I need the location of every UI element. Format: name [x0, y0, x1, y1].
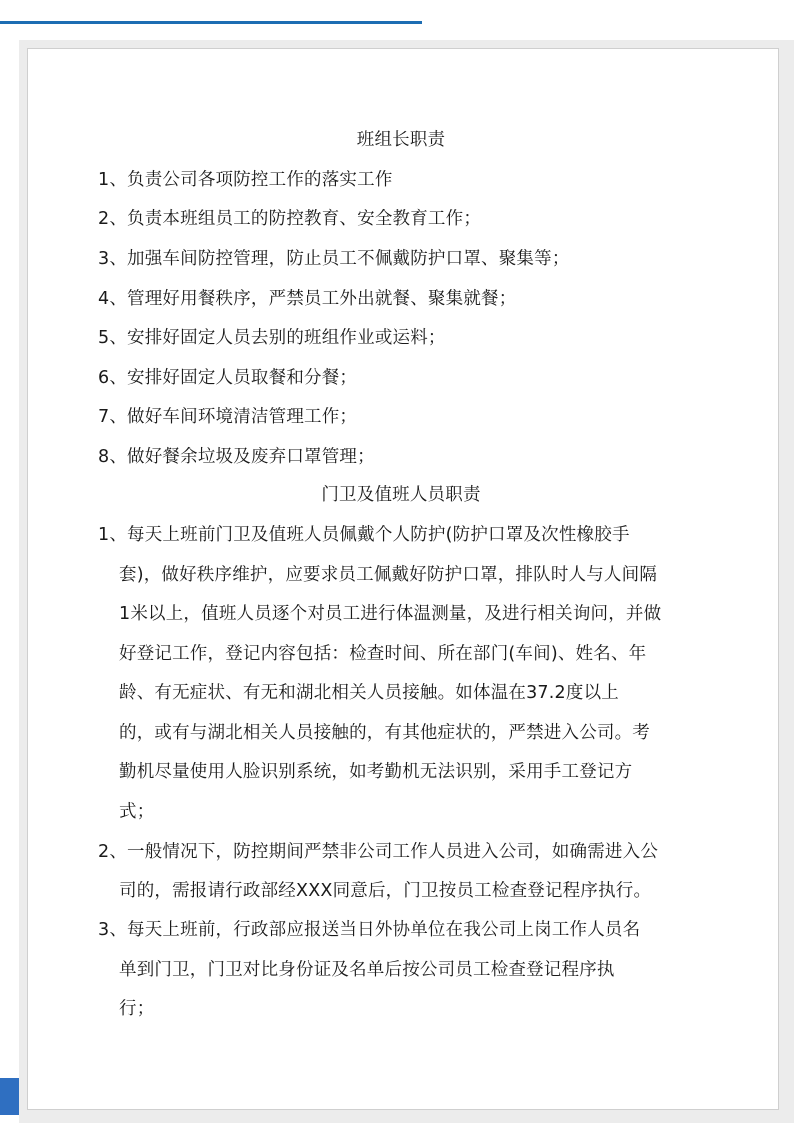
list-item: 4、管理好用餐秩序，严禁员工外出就餐、聚集就餐； — [98, 289, 517, 309]
paragraph-line: 好登记工作，登记内容包括：检查时间、所在部门(车间)、姓名、年 — [119, 644, 647, 664]
paragraph-line: 单到门卫，门卫对比身份证及名单后按公司员工检查登记程序执 — [119, 960, 615, 980]
list-item: 3、加强车间防控管理，防止员工不佩戴防护口罩、聚集等； — [98, 249, 570, 269]
paragraph-line: 式； — [119, 802, 155, 822]
list-item: 5、安排好固定人员去别的班组作业或运料； — [98, 328, 446, 348]
paragraph-line: 2、一般情况下，防控期间严禁非公司工作人员进入公司，如确需进入公 — [98, 842, 659, 862]
list-item: 1、负责公司各项防控工作的落实工作 — [98, 170, 393, 190]
paragraph-line: 勤机尽量使用人脸识别系统，如考勤机无法识别，采用手工登记方 — [119, 762, 633, 782]
list-item: 8、做好餐余垃圾及废弃口罩管理； — [98, 447, 375, 467]
paragraph-line: 行； — [119, 999, 155, 1019]
paragraph-line: 套)，做好秩序维护，应要求员工佩戴好防护口罩，排队时人与人间隔 — [119, 565, 658, 585]
paragraph-line: 司的，需报请行政部经XXX同意后，门卫按员工检查登记程序执行。 — [119, 881, 652, 901]
paragraph-line: 龄、有无症状、有无和湖北相关人员接触。如体温在37.2度以上 — [119, 683, 619, 703]
list-item: 2、负责本班组员工的防控教育、安全教育工作； — [98, 209, 482, 229]
list-item: 7、做好车间环境清洁管理工作； — [98, 407, 358, 427]
paragraph-line: 的，或有与湖北相关人员接触的，有其他症状的，严禁进入公司。考 — [119, 723, 650, 743]
section-title-team-leader: 班组长职责 — [356, 130, 446, 150]
list-item: 6、安排好固定人员取餐和分餐； — [98, 368, 358, 388]
section-title-gate-guard: 门卫及值班人员职责 — [321, 485, 481, 505]
paragraph-line: 1、每天上班前门卫及值班人员佩戴个人防护(防护口罩及次性橡胶手 — [98, 525, 630, 545]
paragraph-line: 1米以上，值班人员逐个对员工进行体温测量，及进行相关询问，并做 — [119, 604, 662, 624]
paragraph-line: 3、每天上班前，行政部应报送当日外协单位在我公司上岗工作人员名 — [98, 920, 641, 940]
